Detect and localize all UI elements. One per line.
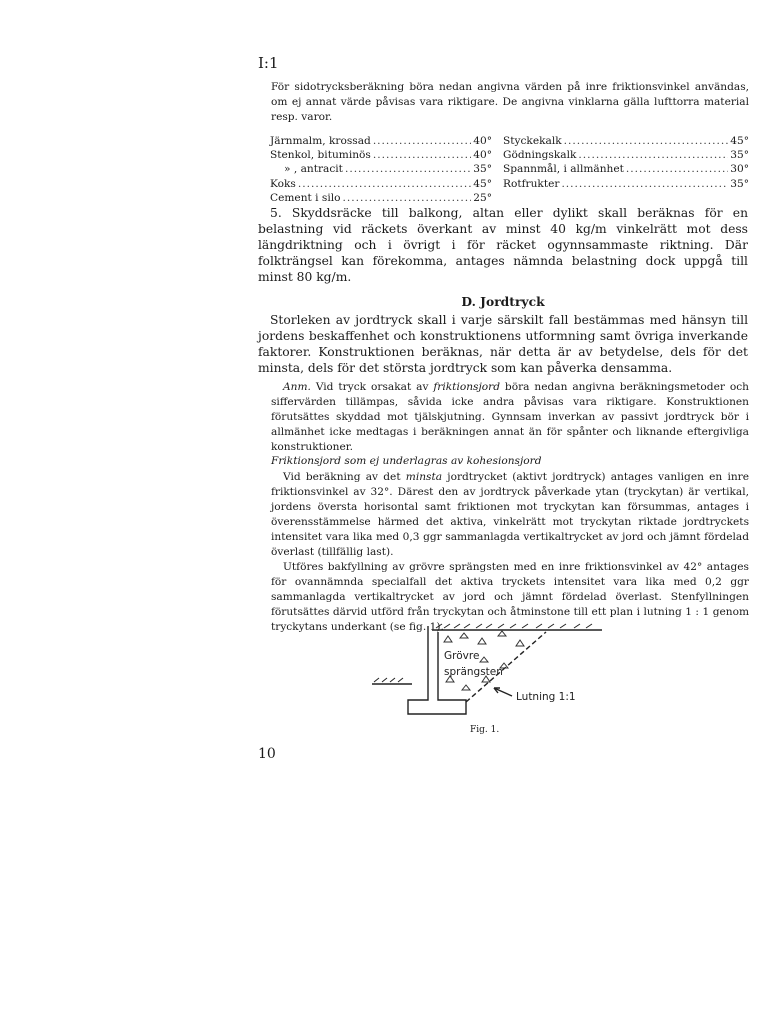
- subheading: Friktionsjord som ej underlagras av kohesionsjord: [271, 455, 542, 467]
- intro-paragraph: [271, 80, 749, 125]
- section-d-paragraph: [258, 312, 748, 376]
- table-row: [270, 162, 492, 176]
- remark-term: friktionsjord: [433, 381, 500, 393]
- page-number: 10: [258, 746, 276, 762]
- figure-label-line2: sprängsten: [444, 666, 503, 678]
- section-heading: D. Jordtryck: [461, 294, 545, 309]
- material-name: Koks: [270, 177, 296, 190]
- table-row: [270, 134, 492, 148]
- retaining-wall-figure: [370, 622, 610, 724]
- body-text: Utföres bakfyllning av grövre sprängsten med en inre friktionsvinkel av 42° antages för ovannämnda specialfall det aktiva tryckets intensitet vara lika med 0,2 ggr sammanlagda vertikaltrycket av jord och jämnt fördelad överlast. Stenfyllningen förutsättes därvid utförd från tryckytan och åtminstone till ett plan i lutning 1 : 1 genom tryckytans underkant (se fig. 1).: [271, 561, 749, 633]
- friction-angle: 40°: [473, 135, 492, 147]
- slope-label: Lutning 1:1: [516, 691, 576, 703]
- material-name: Stenkol, bituminös: [270, 149, 371, 162]
- friction-angle: 45°: [730, 135, 749, 147]
- friction-table-right: [503, 134, 749, 191]
- material-name: Spannmål, i allmänhet: [503, 163, 624, 176]
- paragraph-5-text: 5. Skyddsräcke till balkong, altan eller dylikt skall beräknas för en belastning vid räckets överkant av minst 40 kg/m vinkelrätt mot dess längdriktning och i övrigt i för räcket ogynnsammaste riktning. Där folkträngsel kan förekomma, antages nämnda belastning dock uppgå till minst 80 kg/m.: [258, 206, 748, 284]
- material-name: Cement i silo: [270, 191, 341, 204]
- intro-text: För sidotrycksberäkning böra nedan angivna värden på inre friktionsvinkel användas, om ej annat värde påvisas vara riktigare. De angivna vinklarna gälla lufttorra material resp. varor.: [271, 81, 749, 123]
- friction-angle: 30°: [730, 163, 749, 176]
- remark-label: Anm.: [283, 381, 311, 393]
- table-row: [503, 162, 749, 176]
- table-row: [270, 148, 492, 162]
- figure-label-line1: Grövre: [444, 650, 480, 662]
- friction-angle: 40°: [473, 149, 492, 162]
- table-row: [270, 177, 492, 191]
- material-name: Rotfrukter: [503, 177, 560, 190]
- section-d-text: Storleken av jordtryck skall i varje särskilt fall bestämmas med hänsyn till jordens beskaffenhet och konstruktionens utformning samt övriga inverkande faktorer. Konstruktionen beräknas, när detta är av betydelse, dels för det minsta, dels för det största jordtryck som kan påverka densamma.: [258, 313, 748, 375]
- emphasis-term: minsta: [405, 471, 443, 483]
- body-text: Vid beräkning av det: [283, 471, 406, 483]
- table-row: [503, 134, 749, 148]
- friction-angle: 45°: [473, 177, 492, 190]
- friction-angle: 35°: [730, 149, 749, 162]
- figure-caption: Fig. 1.: [470, 725, 500, 735]
- friction-table-left: [270, 134, 492, 205]
- remark-paragraph: [271, 380, 749, 455]
- remark-text-cont: böra nedan angivna beräkningsmetoder och siffervärden tillämpas, såvida icke andra påvisas vara riktigare. Konstruktionen förutsättes skyddad mot tjälskjutning. Gynnsam inverkan av passivt jordtryck bör i allmänhet icke medtagas i beräkningen annat än för spånter och liknande eftergivliga konstruktioner.: [271, 381, 749, 453]
- table-row: [503, 148, 749, 162]
- friction-angle: 35°: [730, 177, 749, 190]
- material-name: » , antracit: [284, 163, 343, 176]
- friction-angle: 35°: [473, 163, 492, 176]
- material-name: Styckekalk: [503, 135, 562, 147]
- paragraph-5: [258, 205, 748, 285]
- material-name: Gödningskalk: [503, 149, 577, 162]
- table-row: [270, 191, 492, 205]
- material-name: Järnmalm, krossad: [270, 135, 371, 147]
- remark-text: Vid tryck orsakat av: [310, 381, 434, 393]
- friction-angle: 25°: [473, 191, 492, 204]
- friktionsjord-paragraphs: [271, 470, 749, 635]
- table-row: [503, 177, 749, 191]
- section-marker: I:1: [258, 54, 279, 72]
- body-text: jordtrycket (aktivt jordtryck) antages vanligen en inre friktionsvinkel av 32°. Därest den av jordtryck påverkade ytan (tryckytan) är vertikal, jordens översta horisontal samt friktionen mot tryckytan kan försummas, antages i överensstämmelse härmed det aktiva, vinkelrätt mot tryckytan riktade jordtryckets intensitet vara lika med 0,3 ggr sammanlagda vertikaltrycket av jord och jämnt fördelad överlast (tillfällig last).: [271, 471, 749, 558]
